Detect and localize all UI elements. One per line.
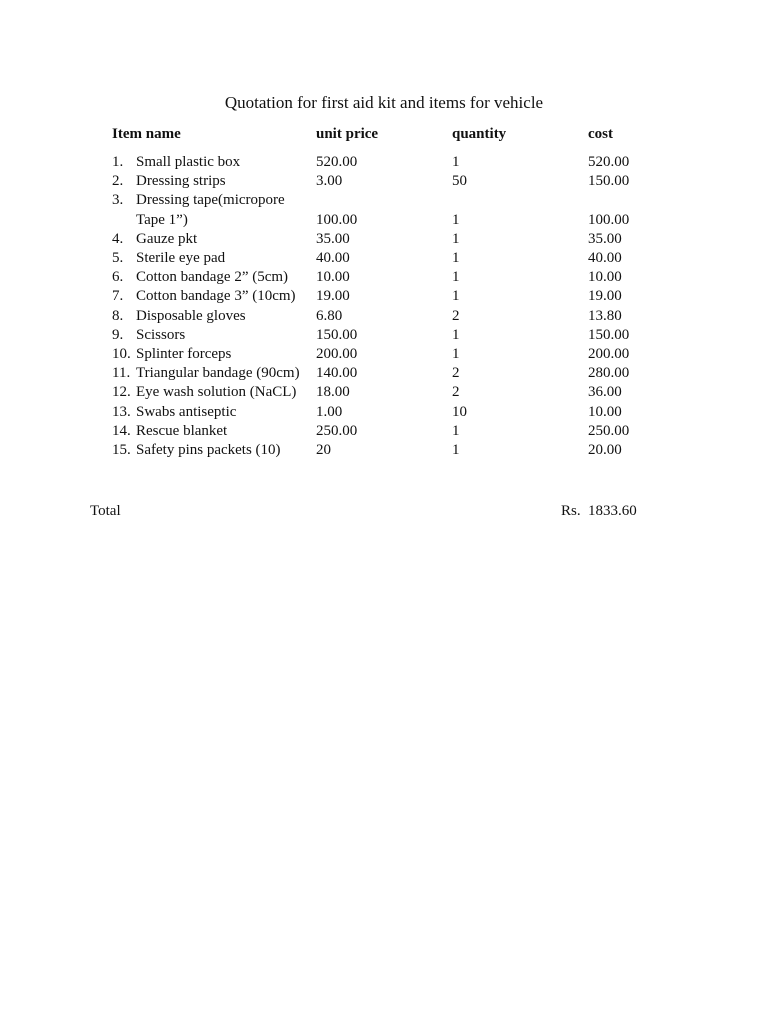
cost-cell: 13.80: [588, 307, 622, 324]
cost-cell: 280.00: [588, 365, 630, 382]
row-number: 11.: [112, 365, 131, 382]
cost-cell: 100.00: [588, 211, 630, 228]
unit-price-cell: 100.00: [316, 211, 358, 228]
cost-cell: 19.00: [588, 288, 622, 305]
cost-cell: 250.00: [588, 422, 630, 439]
row-number: 12.: [112, 384, 131, 401]
item-name-cell: Triangular bandage (90cm): [136, 365, 300, 382]
row-number: 5.: [112, 250, 124, 266]
row-number: 10.: [112, 346, 131, 362]
quantity-cell: 2: [452, 307, 460, 324]
header-item-name: Item name: [112, 126, 181, 142]
total-label: Total: [90, 503, 121, 519]
row-number: 6.: [112, 269, 124, 286]
row-number: 7.: [112, 288, 124, 305]
unit-price-cell: 250.00: [316, 422, 358, 439]
quantity-cell: 1: [452, 326, 460, 343]
item-name-cell: Dressing strips: [136, 173, 226, 190]
item-name-cell: Gauze pkt: [136, 230, 198, 247]
cost-cell: 10.00: [588, 403, 622, 420]
unit-price-cell: 150.00: [316, 326, 358, 343]
quantity-cell: 1: [452, 211, 460, 228]
unit-price-cell: 10.00: [316, 269, 350, 286]
unit-price-cell: 140.00: [316, 365, 358, 382]
cost-cell: 40.00: [588, 250, 622, 266]
quantity-cell: 1: [452, 250, 460, 266]
item-name-cell: Swabs antiseptic: [136, 403, 237, 420]
quantity-cell: 1: [452, 288, 460, 305]
quantity-cell: 2: [452, 384, 460, 401]
quantity-cell: 50: [452, 173, 467, 190]
item-name-cell: Safety pins packets (10): [136, 442, 281, 458]
cost-cell: 36.00: [588, 384, 622, 401]
row-number: 1.: [112, 154, 124, 170]
total-value: 1833.60: [588, 503, 637, 519]
cost-cell: 520.00: [588, 154, 630, 170]
row-number: 8.: [112, 307, 124, 324]
unit-price-cell: 200.00: [316, 346, 358, 362]
quantity-cell: 1: [452, 154, 460, 170]
unit-price-cell: 3.00: [316, 173, 343, 190]
cost-cell: 10.00: [588, 269, 622, 286]
quantity-cell: 1: [452, 442, 460, 458]
item-name-cell: Sterile eye pad: [136, 250, 226, 266]
total-currency: Rs.: [561, 503, 581, 519]
header-cost: cost: [588, 126, 613, 142]
cost-cell: 150.00: [588, 326, 630, 343]
unit-price-cell: 520.00: [316, 154, 358, 170]
item-name-cell: Small plastic box: [136, 154, 241, 170]
cost-cell: 150.00: [588, 173, 630, 190]
unit-price-cell: 35.00: [316, 230, 350, 247]
item-name-cell: Rescue blanket: [136, 422, 228, 439]
item-name-cell: Cotton bandage 2” (5cm): [136, 269, 289, 286]
quantity-cell: 1: [452, 269, 460, 286]
row-number: 13.: [112, 403, 131, 420]
cost-cell: 20.00: [588, 442, 622, 458]
row-number: 14.: [112, 422, 131, 439]
quantity-cell: 1: [452, 346, 460, 362]
header-quantity: quantity: [452, 126, 507, 142]
quantity-cell: 2: [452, 365, 460, 382]
item-name-cell: Disposable gloves: [136, 307, 246, 324]
row-number: 9.: [112, 326, 124, 343]
unit-price-cell: 6.80: [316, 307, 343, 324]
cost-cell: 35.00: [588, 230, 622, 247]
cost-cell: 200.00: [588, 346, 630, 362]
item-name-cell: Dressing tape(micropore: [136, 192, 285, 209]
unit-price-cell: 1.00: [316, 403, 343, 420]
unit-price-cell: 20: [316, 442, 331, 458]
item-name-cell: Eye wash solution (NaCL): [136, 384, 297, 401]
row-number: 15.: [112, 442, 131, 458]
quantity-cell: 10: [452, 403, 467, 420]
header-unit-price: unit price: [316, 126, 379, 142]
document-title: Quotation for first aid kit and items for vehicle: [224, 93, 544, 112]
item-name-continuation: Tape 1”): [136, 211, 188, 228]
unit-price-cell: 40.00: [316, 250, 350, 266]
quantity-cell: 1: [452, 230, 460, 247]
row-number: 2.: [112, 173, 124, 190]
row-number: 4.: [112, 230, 124, 247]
row-number: 3.: [112, 192, 124, 209]
unit-price-cell: 19.00: [316, 288, 350, 305]
item-name-cell: Splinter forceps: [136, 346, 232, 362]
unit-price-cell: 18.00: [316, 384, 350, 401]
item-name-cell: Scissors: [136, 326, 186, 343]
quantity-cell: 1: [452, 422, 460, 439]
item-name-cell: Cotton bandage 3” (10cm): [136, 288, 296, 305]
